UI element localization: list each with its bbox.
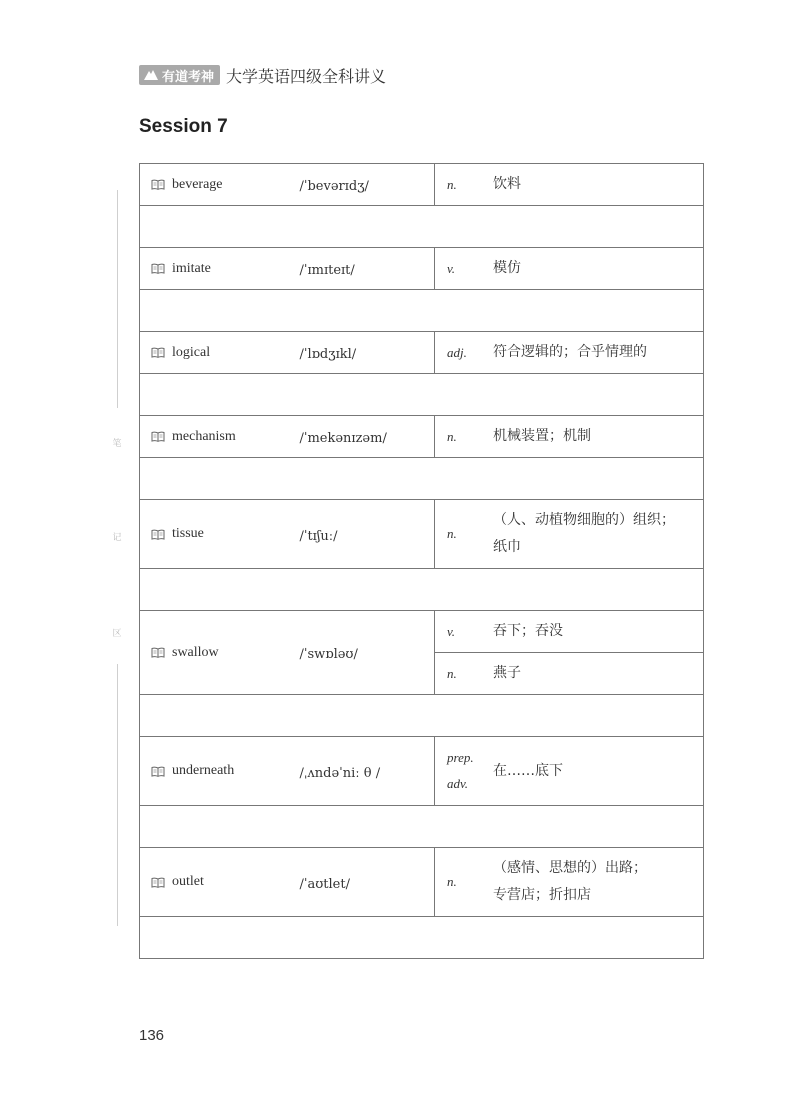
book-icon (151, 179, 165, 190)
notes-blank-row (140, 806, 704, 848)
book-icon (151, 766, 165, 777)
entry-row (140, 611, 704, 653)
notes-blank-cell[interactable] (140, 917, 704, 959)
meaning-cell (435, 737, 704, 806)
page-header (139, 64, 386, 86)
notes-blank-cell[interactable] (140, 695, 704, 737)
entry-row (140, 737, 704, 806)
definition-line: 吞下；吞没 (493, 623, 563, 639)
vocab-word: underneath (172, 763, 235, 778)
part-of-speech: v. (447, 623, 456, 639)
notes-blank-row (140, 458, 704, 500)
part-of-speech: n. (447, 665, 457, 681)
vocab-word: mechanism (172, 428, 236, 444)
notes-divider-bottom (117, 664, 118, 926)
phonetic-cell (300, 416, 435, 458)
book-icon (151, 431, 165, 442)
definition-line: 燕子 (493, 665, 521, 681)
phonetic: /ˌʌndəˈniː θ / (299, 765, 381, 781)
word-cell (140, 248, 300, 290)
part-of-speech: adv. (447, 776, 469, 791)
phonetic-cell (300, 611, 435, 695)
page-number: 136 (139, 1027, 165, 1044)
definition-line: （感情、思想的）出路； (493, 860, 647, 876)
vocab-word: swallow (172, 644, 219, 660)
vocab-word: logical (172, 344, 211, 360)
notes-blank-cell[interactable] (140, 206, 704, 248)
phonetic-cell (300, 164, 435, 206)
entry-row (140, 332, 704, 374)
definition-line: 纸巾 (493, 539, 521, 555)
phonetic-cell (300, 248, 435, 290)
brand-name: 有道考神 (162, 69, 215, 85)
notes-blank-cell[interactable] (140, 290, 704, 332)
word-cell (140, 332, 300, 374)
word-cell (140, 848, 300, 917)
book-icon (151, 263, 165, 274)
meaning-cell (435, 164, 704, 206)
notes-label-char: 记 (112, 533, 122, 543)
phonetic: /ˈɪmɪteɪt/ (299, 263, 355, 278)
part-of-speech: v. (447, 260, 456, 276)
vocabulary-table (139, 163, 704, 959)
definition-line: 专营店；折扣店 (493, 887, 591, 903)
word-cell (140, 500, 300, 569)
part-of-speech: n. (447, 176, 457, 192)
notes-blank-cell[interactable] (140, 374, 704, 416)
definition-line: 饮料 (493, 176, 521, 192)
word-cell (140, 737, 300, 806)
word-cell (140, 416, 300, 458)
meaning-cell (435, 500, 704, 569)
entry-row (140, 848, 704, 917)
phonetic: /ˈaʊtlet/ (299, 876, 350, 892)
entry-row (140, 164, 704, 206)
phonetic: /ˈswɒləʊ/ (299, 647, 358, 662)
vocab-word: outlet (172, 874, 204, 889)
part-of-speech: n. (447, 874, 457, 889)
brand-badge (139, 65, 220, 85)
definition-line: 模仿 (493, 260, 521, 276)
notes-blank-row (140, 695, 704, 737)
meaning-cell (435, 248, 704, 290)
meaning-cell (435, 848, 704, 917)
part-of-speech: n. (447, 428, 457, 444)
phonetic: /ˈbevərɪdʒ/ (299, 179, 369, 194)
book-icon (151, 529, 165, 540)
notes-blank-cell[interactable] (140, 806, 704, 848)
phonetic-cell (300, 332, 435, 374)
book-title: 大学英语四级全科讲义 (226, 66, 387, 86)
notes-divider-top (117, 190, 118, 408)
phonetic: /ˈlɒdʒɪkl/ (299, 347, 357, 362)
meaning-cell (435, 611, 704, 653)
definition-line: 机械装置；机制 (493, 428, 591, 444)
vocab-word: beverage (172, 176, 223, 192)
notes-blank-row (140, 917, 704, 959)
phonetic-cell (300, 500, 435, 569)
definition-line: 符合逻辑的；合乎情理的 (493, 344, 647, 360)
notes-blank-row (140, 206, 704, 248)
phonetic: /ˈtɪʃuː/ (299, 528, 338, 544)
word-cell (140, 164, 300, 206)
notes-blank-row (140, 290, 704, 332)
entry-row (140, 248, 704, 290)
book-icon (151, 347, 165, 358)
brand-logo-icon (143, 68, 159, 82)
notes-blank-row (140, 569, 704, 611)
meaning-cell (435, 416, 704, 458)
notes-blank-row (140, 374, 704, 416)
vocab-word: imitate (172, 260, 211, 276)
vocab-word: tissue (172, 526, 204, 541)
meaning-cell (435, 653, 704, 695)
phonetic-cell (300, 848, 435, 917)
part-of-speech: n. (447, 526, 457, 541)
notes-blank-cell[interactable] (140, 458, 704, 500)
notes-blank-cell[interactable] (140, 569, 704, 611)
phonetic-cell (300, 737, 435, 806)
entry-row (140, 500, 704, 569)
entry-row (140, 416, 704, 458)
book-icon (151, 877, 165, 888)
part-of-speech: adj. (447, 344, 467, 360)
word-cell (140, 611, 300, 695)
session-title: Session 7 (139, 116, 228, 137)
definition-line: （人、动植物细胞的）组织； (493, 512, 675, 528)
notes-label-char: 区 (112, 629, 122, 639)
definition-line: 在……底下 (493, 762, 563, 779)
phonetic: /ˈmekənɪzəm/ (299, 431, 387, 446)
meaning-cell (435, 332, 704, 374)
book-icon (151, 647, 165, 658)
notes-label-char: 笔 (112, 439, 122, 449)
part-of-speech: prep. (447, 750, 474, 765)
